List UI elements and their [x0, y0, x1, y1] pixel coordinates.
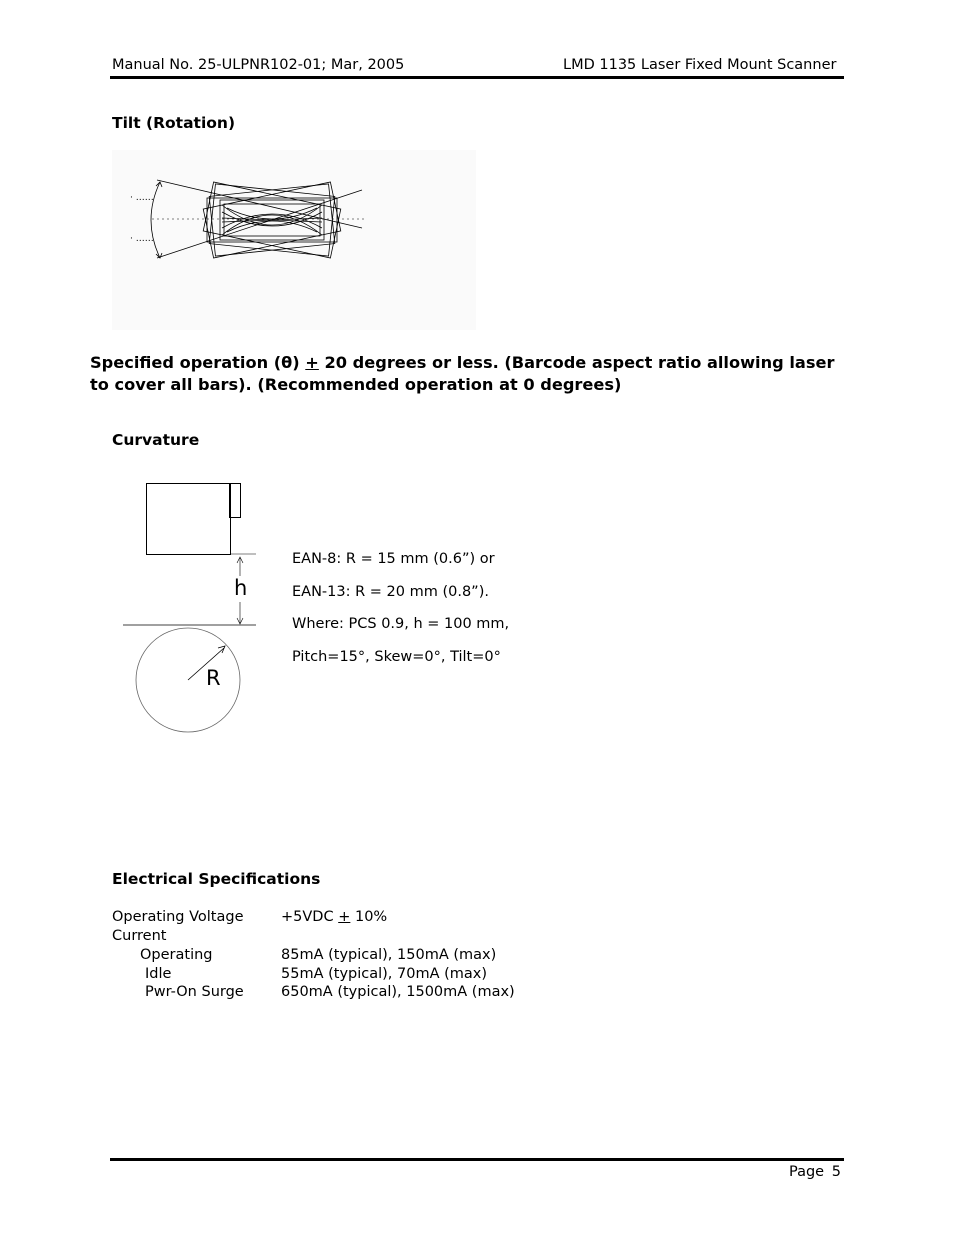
tilt-angle-mark-bottom: · …… — [130, 234, 154, 244]
operating-voltage-value — [281, 908, 387, 927]
voltage-tolerance-text: 10% — [350, 909, 388, 925]
current-label: Current — [112, 928, 167, 944]
footer-rule — [110, 1158, 844, 1161]
height-label: h — [234, 576, 248, 600]
electrical-heading: Electrical Specifications — [112, 870, 321, 888]
specified-operation-paragraph — [90, 352, 850, 396]
plus-minus-symbol: + — [305, 353, 319, 372]
radius-label: R — [206, 666, 221, 690]
curvature-spec-line: Where: PCS 0.9, h = 100 mm, — [292, 616, 510, 632]
voltage-value-text: +5VDC — [281, 909, 339, 925]
current-row-value: 85mA (typical), 150mA (max) — [281, 947, 497, 963]
curvature-spec-line: EAN-13: R = 20 mm (0.8”). — [292, 584, 489, 600]
tilt-angle-mark-top: · …… — [130, 193, 154, 203]
header-manual-number: Manual No. 25-ULPNR102-01; Mar, 2005 — [112, 57, 405, 73]
operating-voltage-label: Operating Voltage — [112, 909, 244, 925]
specified-operation-text-end: 20 degrees or less. (Barcode aspect ratio allowing laser to cover all bars). (Recommended operation at 0 degrees) — [90, 353, 835, 394]
header-product-title: LMD 1135 Laser Fixed Mount Scanner — [563, 57, 837, 73]
plus-minus-symbol: + — [338, 909, 351, 925]
curvature-diagram — [118, 478, 268, 736]
curvature-spec-line: EAN-8: R = 15 mm (0.6”) or — [292, 551, 495, 567]
curvature-heading: Curvature — [112, 431, 200, 449]
specified-operation-text-start: Specified operation (θ) — [90, 353, 306, 372]
current-row-label: Operating — [140, 947, 213, 963]
current-row-label: Idle — [145, 966, 172, 982]
current-row-value: 650mA (typical), 1500mA (max) — [281, 984, 515, 1000]
curvature-spec-line: Pitch=15°, Skew=0°, Tilt=0° — [292, 649, 501, 665]
header-rule — [110, 76, 844, 79]
tilt-rotation-diagram — [112, 150, 476, 330]
page-number: Page 5 — [789, 1164, 841, 1180]
current-row-value: 55mA (typical), 70mA (max) — [281, 966, 488, 982]
current-row-label: Pwr-On Surge — [145, 984, 244, 1000]
tilt-heading: Tilt (Rotation) — [112, 114, 236, 132]
